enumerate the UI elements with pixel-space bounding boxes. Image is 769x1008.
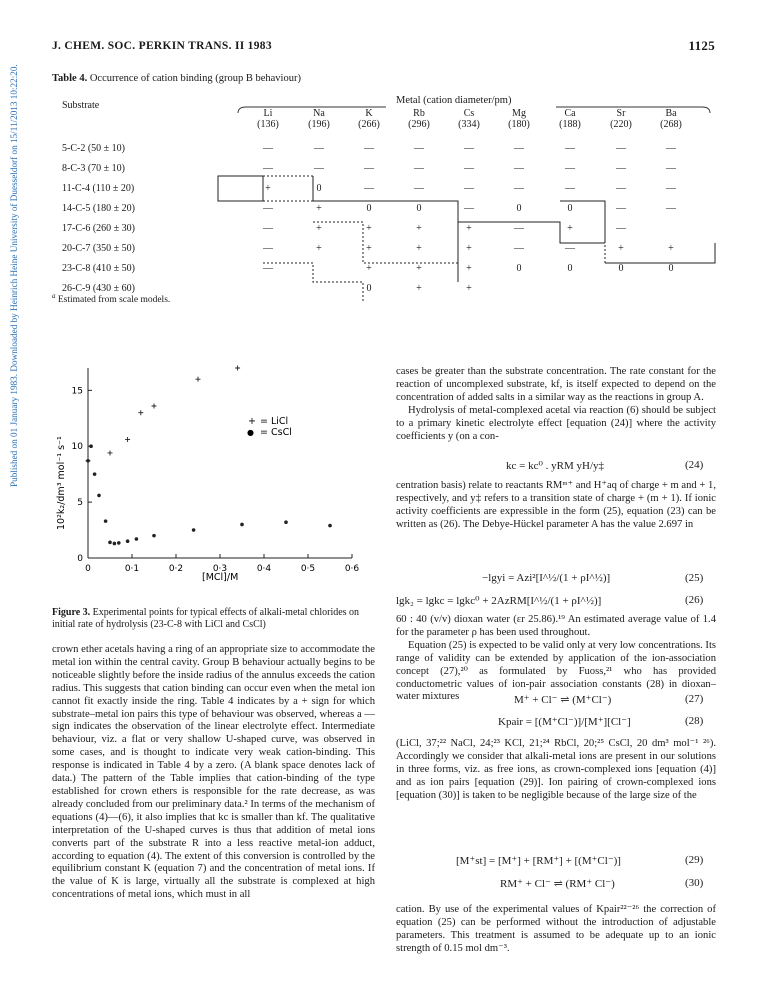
binding-cell: — — [616, 182, 626, 194]
y-tick-label: 5 — [77, 498, 83, 509]
metal-name: Sr — [616, 108, 626, 119]
legend-licl-symbol: + — [248, 416, 256, 427]
binding-cell: — — [364, 142, 374, 154]
licl-point — [196, 377, 201, 382]
binding-cell: 0 — [567, 202, 573, 214]
binding-cell: — — [263, 162, 273, 174]
binding-cell: — — [565, 182, 575, 194]
journal-header: J. CHEM. SOC. PERKIN TRANS. II 1983 — [52, 40, 272, 52]
binding-cell — [294, 258, 344, 278]
binding-cell: 0 — [668, 262, 674, 274]
right-paragraph-4: 60 : 40 (v/v) dioxan water (εr 25.86).¹⁹ An estimated average value of 1.4 for the parameter ρ has been used throughout. — [396, 614, 716, 638]
licl-point — [125, 437, 130, 442]
binding-cell: + — [366, 262, 372, 274]
cscl-point — [328, 524, 332, 528]
binding-cell: — — [364, 162, 374, 174]
metal-diameter: (266) — [358, 119, 380, 130]
equation-27: M⁺ + Cl⁻ ⇌ (M⁺Cl⁻) — [514, 694, 612, 706]
right-paragraph-7: cation. By use of the experimental values of Kpair²²⁻²⁶ the correction of equation (25) can be performed without the introduction of adjustable parameters. This treatment is assumed to be adequate up to an ionic strength of 0.15 mol dm⁻³. — [396, 904, 716, 954]
substrate-cell: 5-C-2 (50 ± 10) — [62, 142, 125, 154]
binding-cell: 0 — [516, 202, 522, 214]
cscl-point — [284, 520, 288, 524]
footnote-mark: a — [52, 292, 56, 300]
binding-cell: — — [263, 142, 273, 154]
binding-cell: — — [616, 222, 626, 234]
equation-28-number: (28) — [685, 715, 704, 727]
equation-30-number: (30) — [685, 877, 704, 889]
table-row — [52, 178, 696, 198]
metal-header-cs — [444, 100, 494, 138]
right-column-mid3 — [396, 738, 716, 803]
binding-cell — [596, 278, 646, 298]
right-column-mid2 — [396, 614, 716, 704]
metal-diameter: (334) — [458, 119, 480, 130]
metal-diameter: (268) — [660, 119, 682, 130]
table-caption-label: Table 4. — [52, 73, 88, 84]
table-row — [52, 238, 696, 258]
table-caption-text: Occurrence of cation binding (group B behaviour) — [89, 73, 301, 84]
y-axis-label: 10²k₂/dm³ mol⁻¹ s⁻¹ — [56, 436, 67, 530]
x-tick-label: 0 — [85, 564, 91, 574]
equation-27-number: (27) — [685, 693, 704, 705]
binding-cell: + — [416, 282, 422, 294]
right-paragraph-6: (LiCl, 37;²² NaCl, 24;²³ KCl, 21;²⁴ RbCl, 20;²⁵ CsCl, 20 dm³ mol⁻¹ ²⁶). Accordingly we consider that alkali-metal ions are present in our solutions in three forms, viz. as free ions, as crown-complexed ions [equation (4)] and as ion pairs [equation (29)]. Ion pairing of crown-complexed ions [equation (30)] is taken to be negligible because of the large size of the — [396, 738, 716, 801]
figure-caption — [52, 607, 377, 631]
binding-cell — [494, 278, 544, 298]
binding-cell — [646, 218, 696, 238]
substrate-cell: 20-C-7 (350 ± 50) — [62, 242, 135, 254]
binding-cell: — — [616, 142, 626, 154]
metal-diameter: (220) — [610, 119, 632, 130]
binding-cell: — — [364, 182, 374, 194]
equation-28: Kpair = [(M⁺Cl⁻)]/[M⁺][Cl⁻] — [498, 716, 631, 728]
binding-cell: + — [265, 182, 271, 194]
licl-point — [138, 410, 143, 415]
binding-cell: + — [466, 282, 472, 294]
right-paragraph-5: Equation (25) is expected to be valid only at very low concentrations. Its range of validity can be extended by application of the ion-association concept (27),²⁰ as formulated by Fuoss,²¹ who has provided conductometric values of ion-pair association constants (28) in dioxan–water mixtures — [396, 639, 717, 703]
binding-cell: — — [464, 162, 474, 174]
binding-cell: 0 — [366, 202, 372, 214]
binding-cell: + — [416, 262, 422, 274]
binding-cell: + — [416, 242, 422, 254]
cscl-point — [126, 539, 130, 543]
left-column — [52, 644, 375, 902]
binding-cell: 0 — [416, 202, 422, 214]
equation-24: kc = kc⁰ . yRM yH/y‡ — [506, 460, 604, 472]
equation-25: −lgyi = Azi²[I^½/(1 + ρI^½)] — [482, 572, 611, 584]
equation-29-number: (29) — [685, 854, 704, 866]
binding-cell: + — [466, 242, 472, 254]
table-header-row — [52, 100, 696, 138]
table-row — [52, 158, 696, 178]
right-column-top — [396, 366, 716, 443]
cscl-point — [135, 537, 139, 541]
binding-cell — [242, 278, 294, 298]
table-row — [52, 198, 696, 218]
table-row — [52, 138, 696, 158]
equation-26-number: (26) — [685, 594, 704, 606]
binding-cell: + — [316, 242, 322, 254]
binding-cell: — — [666, 142, 676, 154]
metal-name: Ca — [564, 108, 576, 119]
cscl-point — [93, 472, 97, 476]
substrate-cell: 23-C-8 (410 ± 50) — [62, 262, 135, 274]
binding-cell: + — [366, 222, 372, 234]
metal-header-ca — [544, 100, 596, 138]
licl-point — [152, 404, 157, 409]
substrate-cell: 17-C-6 (260 ± 30) — [62, 222, 135, 234]
page-number: 1125 — [688, 38, 715, 53]
binding-cell: 0 — [618, 262, 624, 274]
equation-29: [M⁺st] = [M⁺] + [RM⁺] + [(M⁺Cl⁻)] — [456, 855, 621, 867]
metal-name: K — [365, 108, 373, 119]
binding-cell: — — [514, 162, 524, 174]
table-4 — [52, 100, 696, 298]
binding-cell: — — [514, 142, 524, 154]
metal-header-rb — [394, 100, 444, 138]
metal-diameter: (180) — [508, 119, 530, 130]
left-paragraph: crown ether acetals having a ring of an appropriate size to accommodate the metal ion within the central cavity. Group B behaviour actually begins to be noticeable slightly before the inside radius of the annulus exceeds the cation radius. This suggests that cation binding can occur even when the metal ion cannot fit exactly inside the ring. Table 4 indicates by a + sign for which substrate–metal ion pairs this type of behaviour was observed, whereas a — sign indicates the observation of the linear electrolyte effect. Intermediate behaviour, viz. a flat or very shallow U-shaped curve, was observed in some cases, and is thought to indicate very weak cation-binding. This response is indicated in Table 4 by a zero. (A blank space denotes lack of data.) The pattern of the Table implies that cation-binding of the type established for crown ethers is responsible for the rate decrease, as was already concluded from our preliminary data.² In terms of the mechanism of equations (4)—(6), it also implies that kc is smaller than kf. The qualitative interpretation of the U-shaped curves is thus that addition of metal ions converts part of the substrate R into a less reactive metal-ion adduct, according to equation (4). The extent of this conversion is controlled by the equilibrium constant K (equation 7) and the concentration of metal ions. If the value of K is large, virtually all the substrate is complexed at high concentrations of metal ions, which must in all — [52, 644, 375, 901]
metal-name: Na — [313, 108, 325, 119]
binding-cell: — — [414, 162, 424, 174]
metal-name: Li — [263, 108, 273, 119]
table-row — [52, 258, 696, 278]
cscl-point — [89, 444, 93, 448]
binding-cell: — — [314, 142, 324, 154]
cscl-point — [104, 519, 108, 523]
x-axis-label: [MCl]/M — [202, 572, 239, 583]
binding-cell: — — [414, 182, 424, 194]
binding-cell: 0 — [366, 282, 372, 294]
table-row — [52, 218, 696, 238]
metal-diameter: (188) — [559, 119, 581, 130]
binding-cell: — — [263, 262, 273, 274]
cscl-point — [240, 523, 244, 527]
metal-header: Metal (cation diameter/pm) — [396, 95, 512, 106]
cscl-point — [97, 494, 101, 498]
metal-header-li — [242, 100, 294, 138]
metal-diameter: (196) — [308, 119, 330, 130]
metal-header-na — [294, 100, 344, 138]
table-caption — [52, 73, 301, 84]
binding-cell: — — [666, 182, 676, 194]
cscl-point — [152, 534, 156, 538]
footnote-text: Estimated from scale models. — [57, 295, 171, 306]
legend-cscl-label: = CsCl — [260, 427, 292, 438]
metal-diameter: (296) — [408, 119, 430, 130]
right-paragraph-2: Hydrolysis of metal-complexed acetal via reaction (6) should be subject to a primary kinetic electrolyte effect [equation (24)] where the activity coefficients y (on a con- — [396, 404, 716, 442]
metal-name: Ba — [665, 108, 677, 119]
metal-header-sr — [596, 100, 646, 138]
y-tick-label: 15 — [71, 386, 83, 397]
binding-cell: — — [565, 142, 575, 154]
metal-name: Cs — [463, 108, 475, 119]
metal-header-mg — [494, 100, 544, 138]
binding-cell: 0 — [516, 262, 522, 274]
binding-cell: — — [514, 242, 524, 254]
cscl-point — [86, 459, 90, 463]
cscl-point — [117, 541, 121, 545]
cscl-point — [113, 542, 117, 546]
binding-cell: — — [263, 202, 273, 214]
substrate-cell: 8-C-3 (70 ± 10) — [62, 162, 125, 174]
figure-caption-text: Experimental points for typical effects of alkali-metal chlorides on initial rate of hydrolysis (23-C-8 with LiCl and CsCl) — [52, 607, 360, 630]
binding-cell: — — [314, 162, 324, 174]
licl-point — [108, 450, 113, 455]
x-tick-label: 0·6 — [344, 564, 360, 574]
legend-licl-label: = LiCl — [260, 416, 289, 427]
binding-cell: 0 — [567, 262, 573, 274]
binding-cell: + — [567, 222, 573, 234]
binding-cell: — — [514, 222, 524, 234]
figure-caption-label: Figure 3. — [52, 607, 91, 618]
download-notice: Published on 01 January 1983. Downloaded by Heinrich Heine University of Duesseldorf on 15/11/2013 10:22:20. — [9, 64, 19, 487]
binding-cell: 0 — [316, 182, 322, 194]
x-tick-label: 0·3 — [212, 564, 228, 574]
binding-cell: — — [565, 242, 575, 254]
cscl-point — [108, 541, 112, 545]
binding-cell: + — [466, 262, 472, 274]
equation-30: RM⁺ + Cl⁻ ⇌ (RM⁺ Cl⁻) — [500, 878, 615, 890]
binding-cell: + — [668, 242, 674, 254]
legend-cscl-symbol: ● — [247, 428, 254, 437]
equation-25-number: (25) — [685, 572, 704, 584]
y-tick-label: 0 — [77, 554, 83, 564]
binding-cell: + — [316, 202, 322, 214]
binding-cell: — — [263, 242, 273, 254]
licl-point — [235, 366, 240, 371]
substrate-cell: 11-C-4 (110 ± 20) — [62, 182, 135, 194]
figure-3-chart — [52, 360, 372, 585]
binding-cell: + — [618, 242, 624, 254]
binding-cell: — — [666, 162, 676, 174]
metal-header-ba — [646, 100, 696, 138]
y-tick-label: 10 — [71, 442, 83, 453]
binding-cell: + — [366, 242, 372, 254]
table-footnote — [52, 292, 170, 305]
binding-cell — [646, 278, 696, 298]
x-tick-label: 0·5 — [300, 564, 316, 574]
right-column-bottom — [396, 904, 716, 956]
binding-cell: — — [263, 222, 273, 234]
equation-24-number: (24) — [685, 459, 704, 471]
binding-cell — [294, 278, 344, 298]
right-column-mid — [396, 480, 716, 532]
metal-name: Rb — [413, 108, 425, 119]
x-tick-label: 0·4 — [256, 564, 272, 574]
substrate-header: Substrate — [62, 100, 100, 111]
equation-26: lgk₂ = lgkc = lgkc⁰ + 2AzRM[I^½/(1 + ρI^½)] — [396, 595, 602, 607]
binding-cell: + — [316, 222, 322, 234]
cscl-point — [192, 528, 196, 532]
binding-cell — [544, 278, 596, 298]
right-paragraph-1: cases be greater than the substrate concentration. The rate constant for the reaction of uncomplexed substrate, kf, is itself expected to depend on the concentration of added salts in a similar way as the reactions in group A. — [396, 366, 716, 403]
binding-cell: — — [464, 142, 474, 154]
metal-diameter: (136) — [257, 119, 279, 130]
binding-cell: — — [464, 182, 474, 194]
substrate-cell: 26-C-9 (430 ± 60) — [62, 282, 135, 294]
metal-header-k — [344, 100, 394, 138]
substrate-cell: 14-C-5 (180 ± 20) — [62, 202, 135, 214]
x-tick-label: 0·1 — [124, 564, 140, 574]
binding-cell: — — [565, 162, 575, 174]
binding-cell: + — [466, 222, 472, 234]
metal-name: Mg — [512, 108, 526, 119]
binding-cell: — — [666, 202, 676, 214]
binding-cell: — — [464, 202, 474, 214]
binding-cell: — — [616, 162, 626, 174]
x-tick-label: 0·2 — [168, 564, 184, 574]
binding-cell: — — [616, 202, 626, 214]
binding-cell: — — [514, 182, 524, 194]
binding-cell: — — [414, 142, 424, 154]
right-paragraph-3: centration basis) relate to reactants RMᵐ⁺ and H⁺aq of charge + m and + 1, respectively, and y‡ refers to a transition state of charge + (m + 1). If ionic activity coefficients are expressible in the form (25), equation (23) can be written as (26). The Debye-Hückel parameter A has the value 2.697 in — [396, 480, 716, 530]
binding-cell: + — [416, 222, 422, 234]
